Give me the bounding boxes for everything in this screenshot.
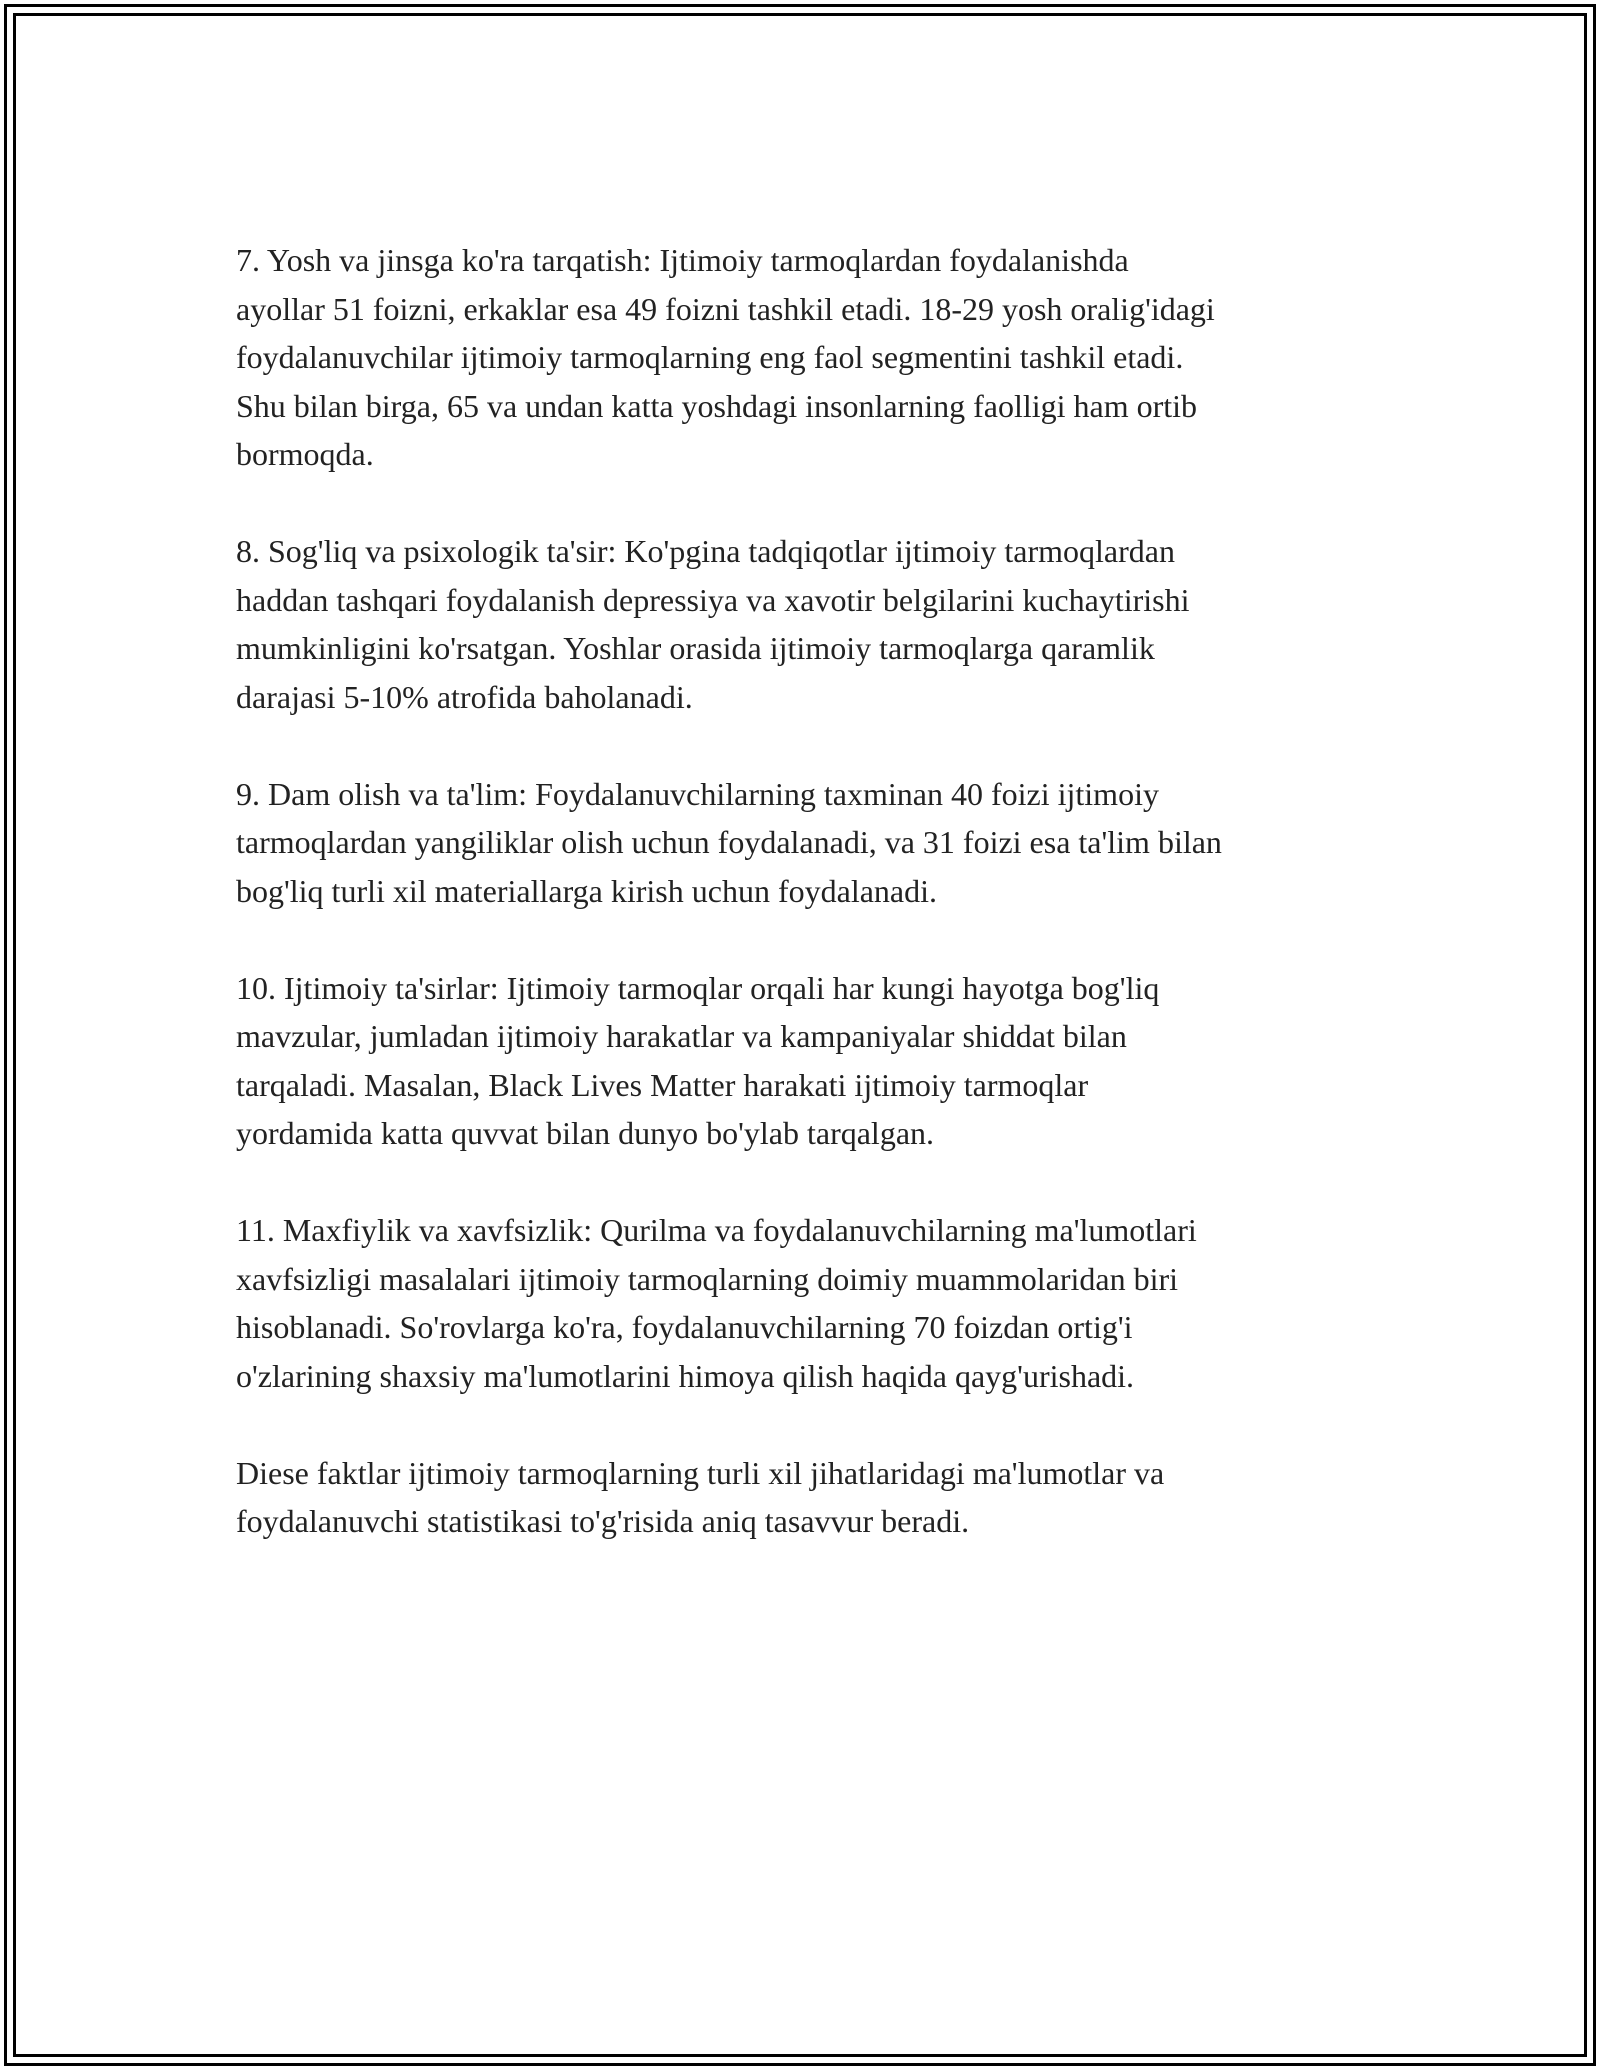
paragraph-leisure-education: 9. Dam olish va ta'lim: Foydalanuvchilarning taxminan 40 foizi ijtimoiy tarmoqlardan yangiliklar olish uchun foydalanadi, va 31 foizi esa ta'lim bilan bog'liq turli xil materiallarga kirish uchun foydalanadi. bbox=[236, 775, 1222, 909]
paragraph-privacy-security: 11. Maxfiylik va xavfsizlik: Qurilma va foydalanuvchilarning ma'lumotlari xavfsizligi masalalari ijtimoiy tarmoqlarning doimiy muammolaridan biri hisoblanadi. So'rovlarga ko'ra, foydalanuvchilarning 70 foizdan ortig'i o'zlarining shaxsiy ma'lumotlarini himoya qilish haqida qayg'urishadi. bbox=[236, 1212, 1197, 1394]
paragraph-age-gender: 7. Yosh va jinsga ko'ra tarqatish: Ijtimoiy tarmoqlardan foydalanishda ayollar 51 foizni, erkaklar esa 49 foizni tashkil etadi. 18-29 yosh oralig'idagi foydalanuvchilar ijtimoiy tarmoqlarning eng faol segmentini tashkil etadi. Shu bilan birga, 65 va undan katta yoshdagi insonlarning faolligi ham ortib bormoqda. bbox=[236, 242, 1215, 472]
paragraph-health-psychology: 8. Sog'liq va psixologik ta'sir: Ko'pgina tadqiqotlar ijtimoiy tarmoqlardan haddan tashqari foydalanish depressiya va xavotir belgilarini kuchaytirishi mumkinligini ko'rsatgan. Yoshlar orasida ijtimoiy tarmoqlarga qaramlik darajasi 5-10% atrofida baholanadi. bbox=[236, 533, 1190, 715]
document-body bbox=[236, 236, 1376, 1594]
paragraph-social-impact: 10. Ijtimoiy ta'sirlar: Ijtimoiy tarmoqlar orqali har kungi hayotga bog'liq mavzular, jumladan ijtimoiy harakatlar va kampaniyalar shiddat bilan tarqaladi. Masalan, Black Lives Matter harakati ijtimoiy tarmoqlar yordamida katta quvvat bilan dunyo bo'ylab tarqalgan. bbox=[236, 969, 1160, 1151]
paragraph-conclusion: Diese faktlar ijtimoiy tarmoqlarning turli xil jihatlaridagi ma'lumotlar va foydalanuvchi statistikasi to'g'risida aniq tasavvur beradi. bbox=[236, 1454, 1165, 1539]
